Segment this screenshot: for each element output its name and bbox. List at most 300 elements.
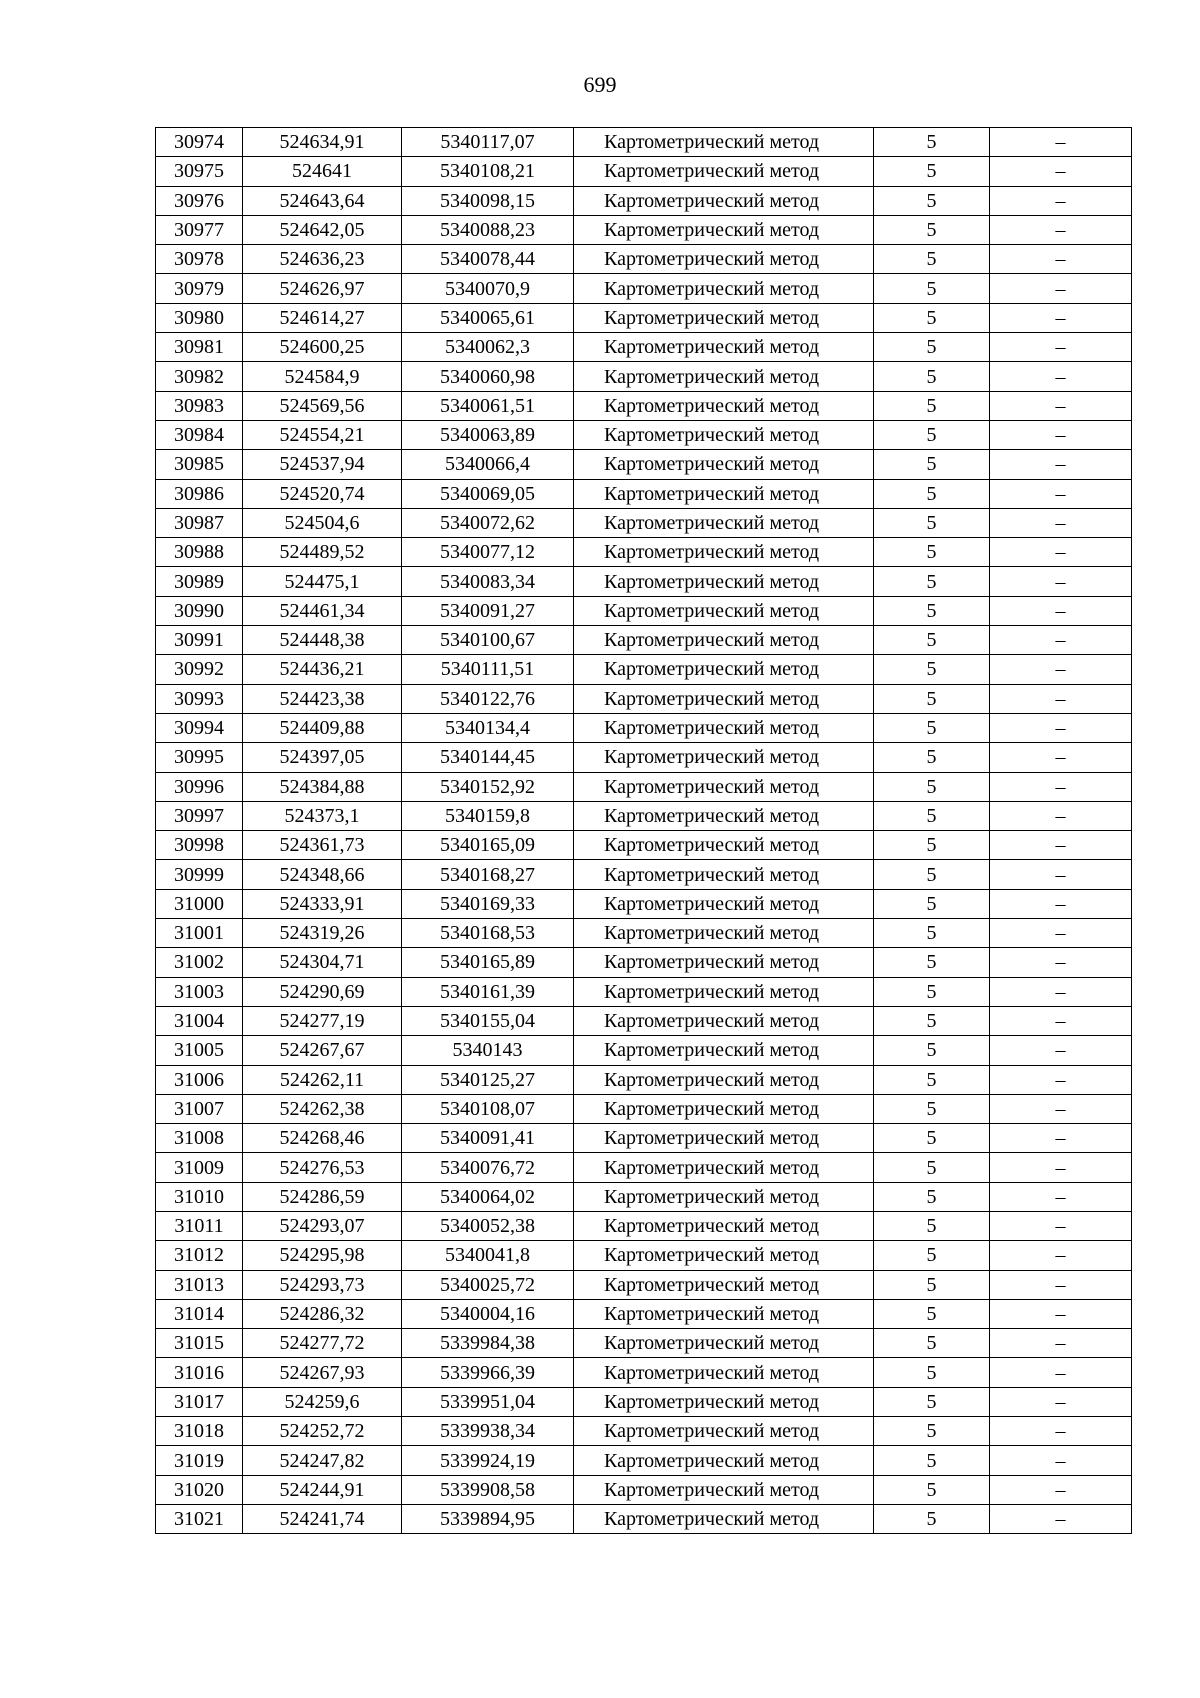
precision-cell: 5 <box>874 508 990 537</box>
x-coordinate-cell: 524409,88 <box>243 713 402 742</box>
point-number-cell: 30992 <box>156 655 243 684</box>
point-number-cell: 31019 <box>156 1446 243 1475</box>
x-coordinate-cell: 524267,93 <box>243 1358 402 1387</box>
y-coordinate-cell: 5340065,61 <box>402 303 574 332</box>
x-coordinate-cell: 524293,73 <box>243 1270 402 1299</box>
x-coordinate-cell: 524448,38 <box>243 626 402 655</box>
precision-cell: 5 <box>874 362 990 391</box>
precision-cell: 5 <box>874 889 990 918</box>
method-cell: Картометрический метод <box>574 772 874 801</box>
y-coordinate-cell: 5340108,07 <box>402 1094 574 1123</box>
description-cell: – <box>990 215 1132 244</box>
x-coordinate-cell: 524489,52 <box>243 538 402 567</box>
x-coordinate-cell: 524636,23 <box>243 245 402 274</box>
precision-cell: 5 <box>874 1329 990 1358</box>
x-coordinate-cell: 524268,46 <box>243 1124 402 1153</box>
table-row <box>156 245 1132 274</box>
y-coordinate-cell: 5340088,23 <box>402 215 574 244</box>
precision-cell: 5 <box>874 1182 990 1211</box>
point-number-cell: 31000 <box>156 889 243 918</box>
x-coordinate-cell: 524252,72 <box>243 1417 402 1446</box>
method-cell: Картометрический метод <box>574 508 874 537</box>
precision-cell: 5 <box>874 1036 990 1065</box>
table-row <box>156 1182 1132 1211</box>
page-number: 699 <box>583 72 617 97</box>
table-row <box>156 1329 1132 1358</box>
y-coordinate-cell: 5340052,38 <box>402 1211 574 1240</box>
y-coordinate-cell: 5340066,4 <box>402 450 574 479</box>
x-coordinate-cell: 524634,91 <box>243 128 402 157</box>
description-cell: – <box>990 1036 1132 1065</box>
precision-cell: 5 <box>874 743 990 772</box>
precision-cell: 5 <box>874 215 990 244</box>
table-row <box>156 391 1132 420</box>
precision-cell: 5 <box>874 860 990 889</box>
precision-cell: 5 <box>874 157 990 186</box>
point-number-cell: 31021 <box>156 1504 243 1533</box>
x-coordinate-cell: 524569,56 <box>243 391 402 420</box>
point-number-cell: 31014 <box>156 1299 243 1328</box>
precision-cell: 5 <box>874 1387 990 1416</box>
precision-cell: 5 <box>874 948 990 977</box>
table-row <box>156 1094 1132 1123</box>
precision-cell: 5 <box>874 303 990 332</box>
precision-cell: 5 <box>874 420 990 449</box>
precision-cell: 5 <box>874 1241 990 1270</box>
precision-cell: 5 <box>874 1475 990 1504</box>
x-coordinate-cell: 524504,6 <box>243 508 402 537</box>
y-coordinate-cell: 5340168,53 <box>402 919 574 948</box>
point-number-cell: 31013 <box>156 1270 243 1299</box>
method-cell: Картометрический метод <box>574 948 874 977</box>
y-coordinate-cell: 5340098,15 <box>402 186 574 215</box>
description-cell: – <box>990 772 1132 801</box>
method-cell: Картометрический метод <box>574 831 874 860</box>
point-number-cell: 30979 <box>156 274 243 303</box>
method-cell: Картометрический метод <box>574 596 874 625</box>
description-cell: – <box>990 186 1132 215</box>
x-coordinate-cell: 524333,91 <box>243 889 402 918</box>
x-coordinate-cell: 524643,64 <box>243 186 402 215</box>
table-row <box>156 1475 1132 1504</box>
precision-cell: 5 <box>874 1124 990 1153</box>
description-cell: – <box>990 596 1132 625</box>
x-coordinate-cell: 524642,05 <box>243 215 402 244</box>
table-row <box>156 1036 1132 1065</box>
precision-cell: 5 <box>874 919 990 948</box>
method-cell: Картометрический метод <box>574 889 874 918</box>
method-cell: Картометрический метод <box>574 186 874 215</box>
method-cell: Картометрический метод <box>574 713 874 742</box>
table-row <box>156 1299 1132 1328</box>
x-coordinate-cell: 524361,73 <box>243 831 402 860</box>
x-coordinate-cell: 524286,32 <box>243 1299 402 1328</box>
description-cell: – <box>990 743 1132 772</box>
precision-cell: 5 <box>874 626 990 655</box>
x-coordinate-cell: 524241,74 <box>243 1504 402 1533</box>
method-cell: Картометрический метод <box>574 157 874 186</box>
method-cell: Картометрический метод <box>574 743 874 772</box>
x-coordinate-cell: 524520,74 <box>243 479 402 508</box>
x-coordinate-cell: 524641 <box>243 157 402 186</box>
coordinates-table <box>155 127 1132 1534</box>
precision-cell: 5 <box>874 684 990 713</box>
description-cell: – <box>990 1387 1132 1416</box>
table-row <box>156 567 1132 596</box>
description-cell: – <box>990 889 1132 918</box>
y-coordinate-cell: 5340025,72 <box>402 1270 574 1299</box>
precision-cell: 5 <box>874 1299 990 1328</box>
point-number-cell: 30996 <box>156 772 243 801</box>
x-coordinate-cell: 524348,66 <box>243 860 402 889</box>
table-row <box>156 1270 1132 1299</box>
method-cell: Картометрический метод <box>574 977 874 1006</box>
description-cell: – <box>990 333 1132 362</box>
description-cell: – <box>990 684 1132 713</box>
point-number-cell: 31010 <box>156 1182 243 1211</box>
table-row <box>156 1358 1132 1387</box>
x-coordinate-cell: 524290,69 <box>243 977 402 1006</box>
method-cell: Картометрический метод <box>574 801 874 830</box>
y-coordinate-cell: 5340169,33 <box>402 889 574 918</box>
point-number-cell: 31006 <box>156 1065 243 1094</box>
table-row <box>156 1504 1132 1533</box>
x-coordinate-cell: 524267,67 <box>243 1036 402 1065</box>
precision-cell: 5 <box>874 274 990 303</box>
y-coordinate-cell: 5340077,12 <box>402 538 574 567</box>
x-coordinate-cell: 524584,9 <box>243 362 402 391</box>
method-cell: Картометрический метод <box>574 1270 874 1299</box>
method-cell: Картометрический метод <box>574 1358 874 1387</box>
point-number-cell: 31016 <box>156 1358 243 1387</box>
point-number-cell: 30997 <box>156 801 243 830</box>
table-row <box>156 508 1132 537</box>
method-cell: Картометрический метод <box>574 1504 874 1533</box>
point-number-cell: 31012 <box>156 1241 243 1270</box>
y-coordinate-cell: 5339966,39 <box>402 1358 574 1387</box>
table-row <box>156 362 1132 391</box>
point-number-cell: 31011 <box>156 1211 243 1240</box>
point-number-cell: 31001 <box>156 919 243 948</box>
description-cell: – <box>990 508 1132 537</box>
description-cell: – <box>990 1124 1132 1153</box>
x-coordinate-cell: 524259,6 <box>243 1387 402 1416</box>
description-cell: – <box>990 479 1132 508</box>
y-coordinate-cell: 5340111,51 <box>402 655 574 684</box>
x-coordinate-cell: 524384,88 <box>243 772 402 801</box>
x-coordinate-cell: 524319,26 <box>243 919 402 948</box>
y-coordinate-cell: 5340152,92 <box>402 772 574 801</box>
description-cell: – <box>990 1475 1132 1504</box>
point-number-cell: 30995 <box>156 743 243 772</box>
method-cell: Картометрический метод <box>574 274 874 303</box>
description-cell: – <box>990 567 1132 596</box>
precision-cell: 5 <box>874 186 990 215</box>
precision-cell: 5 <box>874 1270 990 1299</box>
table-row <box>156 333 1132 362</box>
y-coordinate-cell: 5340134,4 <box>402 713 574 742</box>
description-cell: – <box>990 274 1132 303</box>
table-row <box>156 831 1132 860</box>
table-row <box>156 1065 1132 1094</box>
description-cell: – <box>990 450 1132 479</box>
precision-cell: 5 <box>874 977 990 1006</box>
table-row <box>156 948 1132 977</box>
precision-cell: 5 <box>874 713 990 742</box>
method-cell: Картометрический метод <box>574 1124 874 1153</box>
point-number-cell: 31017 <box>156 1387 243 1416</box>
table-row <box>156 215 1132 244</box>
description-cell: – <box>990 303 1132 332</box>
table-row <box>156 128 1132 157</box>
description-cell: – <box>990 1153 1132 1182</box>
point-number-cell: 31004 <box>156 1006 243 1035</box>
method-cell: Картометрический метод <box>574 1417 874 1446</box>
precision-cell: 5 <box>874 479 990 508</box>
description-cell: – <box>990 1504 1132 1533</box>
y-coordinate-cell: 5340004,16 <box>402 1299 574 1328</box>
point-number-cell: 30978 <box>156 245 243 274</box>
y-coordinate-cell: 5340161,39 <box>402 977 574 1006</box>
y-coordinate-cell: 5340108,21 <box>402 157 574 186</box>
table-row <box>156 713 1132 742</box>
coordinates-table-body <box>156 128 1132 1534</box>
description-cell: – <box>990 1241 1132 1270</box>
y-coordinate-cell: 5340144,45 <box>402 743 574 772</box>
point-number-cell: 30986 <box>156 479 243 508</box>
description-cell: – <box>990 713 1132 742</box>
x-coordinate-cell: 524262,38 <box>243 1094 402 1123</box>
y-coordinate-cell: 5340070,9 <box>402 274 574 303</box>
description-cell: – <box>990 157 1132 186</box>
y-coordinate-cell: 5340122,76 <box>402 684 574 713</box>
description-cell: – <box>990 626 1132 655</box>
method-cell: Картометрический метод <box>574 626 874 655</box>
method-cell: Картометрический метод <box>574 1387 874 1416</box>
point-number-cell: 30993 <box>156 684 243 713</box>
description-cell: – <box>990 1299 1132 1328</box>
point-number-cell: 30994 <box>156 713 243 742</box>
table-row <box>156 919 1132 948</box>
y-coordinate-cell: 5339951,04 <box>402 1387 574 1416</box>
description-cell: – <box>990 801 1132 830</box>
description-cell: – <box>990 948 1132 977</box>
point-number-cell: 30980 <box>156 303 243 332</box>
table-row <box>156 889 1132 918</box>
y-coordinate-cell: 5340078,44 <box>402 245 574 274</box>
description-cell: – <box>990 1417 1132 1446</box>
method-cell: Картометрический метод <box>574 1475 874 1504</box>
method-cell: Картометрический метод <box>574 538 874 567</box>
x-coordinate-cell: 524554,21 <box>243 420 402 449</box>
point-number-cell: 31007 <box>156 1094 243 1123</box>
point-number-cell: 30976 <box>156 186 243 215</box>
y-coordinate-cell: 5340064,02 <box>402 1182 574 1211</box>
method-cell: Картометрический метод <box>574 450 874 479</box>
y-coordinate-cell: 5339908,58 <box>402 1475 574 1504</box>
point-number-cell: 31002 <box>156 948 243 977</box>
point-number-cell: 30982 <box>156 362 243 391</box>
method-cell: Картометрический метод <box>574 420 874 449</box>
x-coordinate-cell: 524304,71 <box>243 948 402 977</box>
y-coordinate-cell: 5339984,38 <box>402 1329 574 1358</box>
x-coordinate-cell: 524244,91 <box>243 1475 402 1504</box>
table-row <box>156 743 1132 772</box>
method-cell: Картометрический метод <box>574 1211 874 1240</box>
table-row <box>156 274 1132 303</box>
point-number-cell: 30974 <box>156 128 243 157</box>
method-cell: Картометрический метод <box>574 128 874 157</box>
x-coordinate-cell: 524614,27 <box>243 303 402 332</box>
precision-cell: 5 <box>874 1211 990 1240</box>
precision-cell: 5 <box>874 567 990 596</box>
point-number-cell: 30985 <box>156 450 243 479</box>
method-cell: Картометрический метод <box>574 391 874 420</box>
description-cell: – <box>990 1094 1132 1123</box>
y-coordinate-cell: 5340072,62 <box>402 508 574 537</box>
table-row <box>156 1153 1132 1182</box>
precision-cell: 5 <box>874 1417 990 1446</box>
table-row <box>156 860 1132 889</box>
description-cell: – <box>990 1211 1132 1240</box>
point-number-cell: 30987 <box>156 508 243 537</box>
x-coordinate-cell: 524277,72 <box>243 1329 402 1358</box>
description-cell: – <box>990 1065 1132 1094</box>
x-coordinate-cell: 524247,82 <box>243 1446 402 1475</box>
description-cell: – <box>990 1006 1132 1035</box>
x-coordinate-cell: 524373,1 <box>243 801 402 830</box>
y-coordinate-cell: 5340076,72 <box>402 1153 574 1182</box>
y-coordinate-cell: 5340165,89 <box>402 948 574 977</box>
point-number-cell: 30991 <box>156 626 243 655</box>
method-cell: Картометрический метод <box>574 303 874 332</box>
description-cell: – <box>990 245 1132 274</box>
x-coordinate-cell: 524262,11 <box>243 1065 402 1094</box>
precision-cell: 5 <box>874 801 990 830</box>
y-coordinate-cell: 5340091,27 <box>402 596 574 625</box>
description-cell: – <box>990 977 1132 1006</box>
x-coordinate-cell: 524537,94 <box>243 450 402 479</box>
table-row <box>156 801 1132 830</box>
precision-cell: 5 <box>874 831 990 860</box>
method-cell: Картометрический метод <box>574 1329 874 1358</box>
precision-cell: 5 <box>874 1153 990 1182</box>
description-cell: – <box>990 1270 1132 1299</box>
method-cell: Картометрический метод <box>574 567 874 596</box>
table-row <box>156 1211 1132 1240</box>
x-coordinate-cell: 524436,21 <box>243 655 402 684</box>
precision-cell: 5 <box>874 596 990 625</box>
precision-cell: 5 <box>874 450 990 479</box>
method-cell: Картометрический метод <box>574 1241 874 1270</box>
y-coordinate-cell: 5340165,09 <box>402 831 574 860</box>
table-row <box>156 303 1132 332</box>
precision-cell: 5 <box>874 1094 990 1123</box>
point-number-cell: 31008 <box>156 1124 243 1153</box>
method-cell: Картометрический метод <box>574 1153 874 1182</box>
method-cell: Картометрический метод <box>574 479 874 508</box>
precision-cell: 5 <box>874 538 990 567</box>
y-coordinate-cell: 5340159,8 <box>402 801 574 830</box>
y-coordinate-cell: 5340063,89 <box>402 420 574 449</box>
x-coordinate-cell: 524397,05 <box>243 743 402 772</box>
method-cell: Картометрический метод <box>574 919 874 948</box>
description-cell: – <box>990 1182 1132 1211</box>
x-coordinate-cell: 524293,07 <box>243 1211 402 1240</box>
method-cell: Картометрический метод <box>574 1299 874 1328</box>
table-row <box>156 1446 1132 1475</box>
y-coordinate-cell: 5340125,27 <box>402 1065 574 1094</box>
table-row <box>156 626 1132 655</box>
table-row <box>156 186 1132 215</box>
point-number-cell: 30977 <box>156 215 243 244</box>
point-number-cell: 30998 <box>156 831 243 860</box>
table-row <box>156 479 1132 508</box>
method-cell: Картометрический метод <box>574 362 874 391</box>
x-coordinate-cell: 524276,53 <box>243 1153 402 1182</box>
precision-cell: 5 <box>874 1446 990 1475</box>
point-number-cell: 30981 <box>156 333 243 362</box>
x-coordinate-cell: 524286,59 <box>243 1182 402 1211</box>
precision-cell: 5 <box>874 772 990 801</box>
point-number-cell: 31005 <box>156 1036 243 1065</box>
precision-cell: 5 <box>874 1065 990 1094</box>
table-row <box>156 1124 1132 1153</box>
point-number-cell: 30984 <box>156 420 243 449</box>
point-number-cell: 30975 <box>156 157 243 186</box>
method-cell: Картометрический метод <box>574 333 874 362</box>
y-coordinate-cell: 5340060,98 <box>402 362 574 391</box>
precision-cell: 5 <box>874 245 990 274</box>
method-cell: Картометрический метод <box>574 1036 874 1065</box>
y-coordinate-cell: 5340168,27 <box>402 860 574 889</box>
table-row <box>156 596 1132 625</box>
y-coordinate-cell: 5340083,34 <box>402 567 574 596</box>
table-row <box>156 450 1132 479</box>
x-coordinate-cell: 524475,1 <box>243 567 402 596</box>
table-row <box>156 1387 1132 1416</box>
method-cell: Картометрический метод <box>574 1094 874 1123</box>
table-row <box>156 1006 1132 1035</box>
description-cell: – <box>990 831 1132 860</box>
x-coordinate-cell: 524295,98 <box>243 1241 402 1270</box>
table-row <box>156 684 1132 713</box>
table-row <box>156 655 1132 684</box>
precision-cell: 5 <box>874 655 990 684</box>
table-row <box>156 420 1132 449</box>
description-cell: – <box>990 655 1132 684</box>
y-coordinate-cell: 5339894,95 <box>402 1504 574 1533</box>
point-number-cell: 31018 <box>156 1417 243 1446</box>
description-cell: – <box>990 1358 1132 1387</box>
table-row <box>156 1417 1132 1446</box>
precision-cell: 5 <box>874 333 990 362</box>
x-coordinate-cell: 524277,19 <box>243 1006 402 1035</box>
y-coordinate-cell: 5339938,34 <box>402 1417 574 1446</box>
point-number-cell: 30983 <box>156 391 243 420</box>
x-coordinate-cell: 524626,97 <box>243 274 402 303</box>
y-coordinate-cell: 5340155,04 <box>402 1006 574 1035</box>
y-coordinate-cell: 5340041,8 <box>402 1241 574 1270</box>
y-coordinate-cell: 5340091,41 <box>402 1124 574 1153</box>
description-cell: – <box>990 1446 1132 1475</box>
description-cell: – <box>990 362 1132 391</box>
table-row <box>156 538 1132 567</box>
method-cell: Картометрический метод <box>574 684 874 713</box>
y-coordinate-cell: 5340100,67 <box>402 626 574 655</box>
point-number-cell: 30990 <box>156 596 243 625</box>
description-cell: – <box>990 919 1132 948</box>
